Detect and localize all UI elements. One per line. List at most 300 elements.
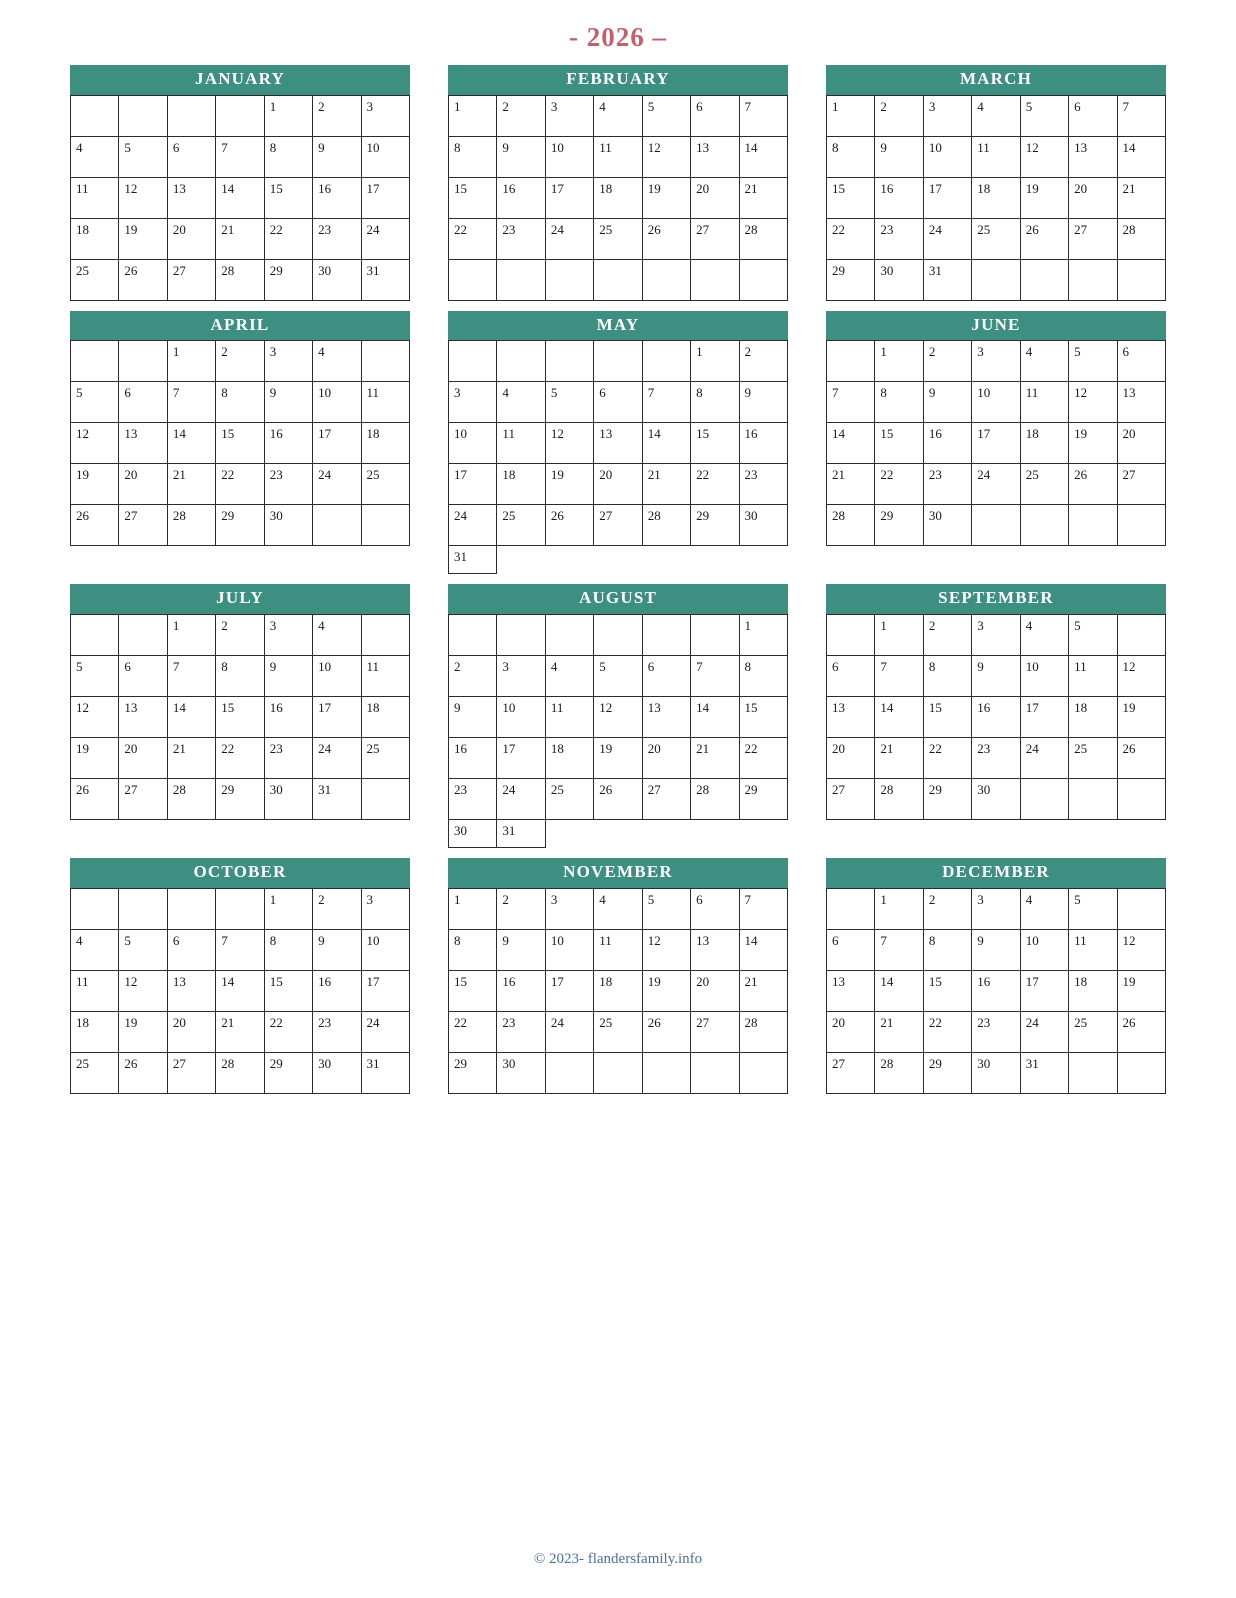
day-cell[interactable]: 9 [449, 697, 497, 738]
day-cell[interactable]: 14 [642, 423, 690, 464]
day-cell[interactable]: 7 [216, 136, 264, 177]
day-cell[interactable]: 5 [1069, 615, 1117, 656]
day-cell[interactable]: 2 [923, 888, 971, 929]
day-cell[interactable]: 21 [739, 177, 787, 218]
day-cell[interactable]: 20 [827, 1011, 875, 1052]
day-cell[interactable]: 6 [167, 136, 215, 177]
day-cell[interactable]: 30 [739, 505, 787, 546]
day-cell[interactable]: 13 [167, 177, 215, 218]
day-cell[interactable]: 24 [1020, 1011, 1068, 1052]
day-cell[interactable]: 13 [167, 970, 215, 1011]
day-cell[interactable]: 13 [691, 136, 739, 177]
day-cell[interactable]: 5 [545, 382, 593, 423]
day-cell[interactable]: 20 [167, 1011, 215, 1052]
day-cell[interactable]: 20 [691, 970, 739, 1011]
day-cell[interactable]: 25 [71, 259, 119, 300]
day-cell[interactable]: 1 [739, 615, 787, 656]
day-cell[interactable]: 9 [313, 136, 361, 177]
day-cell[interactable]: 15 [923, 697, 971, 738]
day-cell[interactable]: 1 [827, 95, 875, 136]
day-cell[interactable]: 30 [497, 1052, 545, 1093]
day-cell[interactable]: 13 [594, 423, 642, 464]
day-cell[interactable]: 25 [545, 779, 593, 820]
day-cell[interactable]: 8 [923, 656, 971, 697]
day-cell[interactable]: 23 [972, 738, 1020, 779]
day-cell[interactable]: 4 [1020, 888, 1068, 929]
day-cell[interactable]: 2 [216, 615, 264, 656]
day-cell[interactable]: 17 [923, 177, 971, 218]
day-cell[interactable]: 16 [449, 738, 497, 779]
day-cell[interactable]: 8 [739, 656, 787, 697]
day-cell[interactable]: 22 [449, 1011, 497, 1052]
day-cell[interactable]: 17 [313, 697, 361, 738]
day-cell[interactable]: 4 [313, 341, 361, 382]
day-cell[interactable]: 15 [264, 177, 312, 218]
day-cell[interactable]: 19 [1020, 177, 1068, 218]
day-cell[interactable]: 14 [691, 697, 739, 738]
day-cell[interactable]: 2 [739, 341, 787, 382]
day-cell[interactable]: 24 [361, 1011, 409, 1052]
day-cell[interactable]: 1 [449, 888, 497, 929]
day-cell[interactable]: 22 [216, 464, 264, 505]
day-cell[interactable]: 29 [923, 1052, 971, 1093]
day-cell[interactable]: 3 [264, 615, 312, 656]
day-cell[interactable]: 11 [497, 423, 545, 464]
day-cell[interactable]: 4 [972, 95, 1020, 136]
day-cell[interactable]: 5 [119, 929, 167, 970]
day-cell[interactable]: 3 [545, 95, 593, 136]
day-cell[interactable]: 22 [264, 1011, 312, 1052]
day-cell[interactable]: 14 [216, 177, 264, 218]
day-cell[interactable]: 30 [264, 779, 312, 820]
day-cell[interactable]: 17 [1020, 697, 1068, 738]
day-cell[interactable]: 21 [875, 1011, 923, 1052]
day-cell[interactable]: 17 [545, 177, 593, 218]
day-cell[interactable]: 20 [167, 218, 215, 259]
day-cell[interactable]: 5 [1069, 888, 1117, 929]
day-cell[interactable]: 21 [827, 464, 875, 505]
day-cell[interactable]: 20 [594, 464, 642, 505]
day-cell[interactable]: 30 [972, 1052, 1020, 1093]
day-cell[interactable]: 30 [264, 505, 312, 546]
day-cell[interactable]: 18 [545, 738, 593, 779]
day-cell[interactable]: 22 [691, 464, 739, 505]
day-cell[interactable]: 6 [119, 656, 167, 697]
day-cell[interactable]: 28 [875, 1052, 923, 1093]
day-cell[interactable]: 12 [642, 929, 690, 970]
day-cell[interactable]: 28 [642, 505, 690, 546]
day-cell[interactable]: 11 [1069, 656, 1117, 697]
day-cell[interactable]: 11 [594, 929, 642, 970]
day-cell[interactable]: 16 [313, 970, 361, 1011]
day-cell[interactable]: 1 [264, 95, 312, 136]
day-cell[interactable]: 28 [691, 779, 739, 820]
day-cell[interactable]: 18 [1069, 697, 1117, 738]
day-cell[interactable]: 18 [71, 218, 119, 259]
day-cell[interactable]: 15 [739, 697, 787, 738]
day-cell[interactable]: 26 [119, 1052, 167, 1093]
day-cell[interactable]: 23 [875, 218, 923, 259]
day-cell[interactable]: 26 [545, 505, 593, 546]
day-cell[interactable]: 9 [923, 382, 971, 423]
day-cell[interactable]: 27 [691, 1011, 739, 1052]
day-cell[interactable]: 13 [119, 697, 167, 738]
day-cell[interactable]: 4 [1020, 341, 1068, 382]
day-cell[interactable]: 3 [972, 341, 1020, 382]
day-cell[interactable]: 4 [1020, 615, 1068, 656]
day-cell[interactable]: 6 [827, 929, 875, 970]
day-cell[interactable]: 14 [167, 697, 215, 738]
day-cell[interactable]: 22 [264, 218, 312, 259]
day-cell[interactable]: 3 [923, 95, 971, 136]
day-cell[interactable]: 15 [449, 177, 497, 218]
day-cell[interactable]: 25 [594, 1011, 642, 1052]
day-cell[interactable]: 28 [875, 779, 923, 820]
day-cell[interactable]: 14 [827, 423, 875, 464]
day-cell[interactable]: 8 [264, 136, 312, 177]
day-cell[interactable]: 25 [972, 218, 1020, 259]
day-cell[interactable]: 7 [1117, 95, 1165, 136]
day-cell[interactable]: 8 [449, 929, 497, 970]
day-cell[interactable]: 16 [264, 423, 312, 464]
day-cell[interactable]: 11 [71, 970, 119, 1011]
day-cell[interactable]: 8 [827, 136, 875, 177]
day-cell[interactable]: 20 [1069, 177, 1117, 218]
day-cell[interactable]: 23 [264, 738, 312, 779]
day-cell[interactable]: 27 [827, 779, 875, 820]
day-cell[interactable]: 18 [361, 697, 409, 738]
day-cell[interactable]: 22 [923, 1011, 971, 1052]
day-cell[interactable]: 20 [119, 738, 167, 779]
day-cell[interactable]: 27 [827, 1052, 875, 1093]
day-cell[interactable]: 5 [1069, 341, 1117, 382]
day-cell[interactable]: 9 [497, 929, 545, 970]
day-cell[interactable]: 12 [71, 423, 119, 464]
day-cell[interactable]: 14 [1117, 136, 1165, 177]
day-cell[interactable]: 1 [875, 888, 923, 929]
day-cell[interactable]: 26 [1117, 738, 1165, 779]
day-cell[interactable]: 7 [691, 656, 739, 697]
day-cell[interactable]: 25 [71, 1052, 119, 1093]
day-cell[interactable]: 13 [642, 697, 690, 738]
day-cell[interactable]: 12 [642, 136, 690, 177]
day-cell[interactable]: 27 [119, 779, 167, 820]
day-cell[interactable]: 12 [1069, 382, 1117, 423]
day-cell[interactable]: 29 [691, 505, 739, 546]
day-cell[interactable]: 16 [264, 697, 312, 738]
day-cell[interactable]: 29 [923, 779, 971, 820]
day-cell[interactable]: 28 [739, 218, 787, 259]
day-cell[interactable]: 28 [739, 1011, 787, 1052]
day-cell[interactable]: 18 [1020, 423, 1068, 464]
day-cell[interactable]: 30 [313, 1052, 361, 1093]
day-cell[interactable]: 24 [449, 505, 497, 546]
day-cell[interactable]: 7 [875, 929, 923, 970]
day-cell[interactable]: 23 [264, 464, 312, 505]
day-cell[interactable]: 23 [313, 1011, 361, 1052]
day-cell[interactable]: 10 [923, 136, 971, 177]
day-cell[interactable]: 19 [545, 464, 593, 505]
day-cell[interactable]: 23 [449, 779, 497, 820]
day-cell[interactable]: 25 [1069, 1011, 1117, 1052]
day-cell[interactable]: 21 [216, 218, 264, 259]
day-cell[interactable]: 29 [216, 505, 264, 546]
day-cell[interactable]: 11 [1020, 382, 1068, 423]
day-cell[interactable]: 14 [167, 423, 215, 464]
day-cell[interactable]: 4 [594, 95, 642, 136]
day-cell[interactable]: 15 [875, 423, 923, 464]
day-cell[interactable]: 20 [691, 177, 739, 218]
day-cell[interactable]: 19 [1117, 697, 1165, 738]
day-cell[interactable]: 5 [642, 888, 690, 929]
day-cell[interactable]: 20 [119, 464, 167, 505]
day-cell[interactable]: 3 [361, 95, 409, 136]
day-cell[interactable]: 12 [1117, 929, 1165, 970]
day-cell[interactable]: 22 [923, 738, 971, 779]
day-cell[interactable]: 8 [216, 382, 264, 423]
day-cell[interactable]: 22 [449, 218, 497, 259]
day-cell[interactable]: 26 [594, 779, 642, 820]
day-cell[interactable]: 7 [167, 382, 215, 423]
day-cell[interactable]: 31 [313, 779, 361, 820]
day-cell[interactable]: 7 [642, 382, 690, 423]
day-cell[interactable]: 19 [119, 218, 167, 259]
day-cell[interactable]: 25 [497, 505, 545, 546]
day-cell[interactable]: 9 [313, 929, 361, 970]
day-cell[interactable]: 17 [545, 970, 593, 1011]
day-cell[interactable]: 8 [264, 929, 312, 970]
day-cell[interactable]: 2 [216, 341, 264, 382]
day-cell[interactable]: 21 [167, 464, 215, 505]
day-cell[interactable]: 9 [875, 136, 923, 177]
day-cell[interactable]: 14 [739, 136, 787, 177]
day-cell[interactable]: 29 [449, 1052, 497, 1093]
day-cell[interactable]: 6 [594, 382, 642, 423]
day-cell[interactable]: 3 [449, 382, 497, 423]
day-cell[interactable]: 24 [972, 464, 1020, 505]
day-cell[interactable]: 2 [923, 615, 971, 656]
day-cell[interactable]: 27 [594, 505, 642, 546]
day-cell[interactable]: 13 [691, 929, 739, 970]
day-cell[interactable]: 1 [167, 615, 215, 656]
day-cell[interactable]: 5 [642, 95, 690, 136]
day-cell[interactable]: 15 [216, 697, 264, 738]
day-cell[interactable]: 8 [923, 929, 971, 970]
day-cell[interactable]: 30 [972, 779, 1020, 820]
day-cell[interactable]: 7 [167, 656, 215, 697]
day-cell[interactable]: 25 [361, 464, 409, 505]
day-cell[interactable]: 30 [875, 259, 923, 300]
day-cell[interactable]: 18 [594, 177, 642, 218]
day-cell[interactable]: 3 [972, 615, 1020, 656]
day-cell[interactable]: 29 [216, 779, 264, 820]
day-cell[interactable]: 29 [739, 779, 787, 820]
day-cell[interactable]: 13 [1069, 136, 1117, 177]
day-cell[interactable]: 28 [827, 505, 875, 546]
day-cell[interactable]: 6 [642, 656, 690, 697]
day-cell[interactable]: 31 [497, 820, 545, 848]
day-cell[interactable]: 21 [642, 464, 690, 505]
day-cell[interactable]: 2 [313, 888, 361, 929]
day-cell[interactable]: 5 [71, 656, 119, 697]
day-cell[interactable]: 16 [972, 697, 1020, 738]
day-cell[interactable]: 24 [545, 218, 593, 259]
day-cell[interactable]: 11 [71, 177, 119, 218]
day-cell[interactable]: 20 [1117, 423, 1165, 464]
day-cell[interactable]: 26 [119, 259, 167, 300]
day-cell[interactable]: 1 [875, 615, 923, 656]
day-cell[interactable]: 26 [1117, 1011, 1165, 1052]
day-cell[interactable]: 27 [691, 218, 739, 259]
day-cell[interactable]: 10 [449, 423, 497, 464]
day-cell[interactable]: 31 [361, 259, 409, 300]
day-cell[interactable]: 18 [361, 423, 409, 464]
day-cell[interactable]: 15 [827, 177, 875, 218]
day-cell[interactable]: 19 [119, 1011, 167, 1052]
day-cell[interactable]: 21 [739, 970, 787, 1011]
day-cell[interactable]: 7 [875, 656, 923, 697]
day-cell[interactable]: 21 [875, 738, 923, 779]
day-cell[interactable]: 31 [449, 546, 497, 574]
day-cell[interactable]: 18 [71, 1011, 119, 1052]
day-cell[interactable]: 13 [827, 970, 875, 1011]
day-cell[interactable]: 10 [313, 656, 361, 697]
day-cell[interactable]: 21 [216, 1011, 264, 1052]
day-cell[interactable]: 30 [923, 505, 971, 546]
day-cell[interactable]: 19 [1117, 970, 1165, 1011]
day-cell[interactable]: 15 [691, 423, 739, 464]
day-cell[interactable]: 15 [923, 970, 971, 1011]
day-cell[interactable]: 17 [1020, 970, 1068, 1011]
day-cell[interactable]: 23 [739, 464, 787, 505]
day-cell[interactable]: 22 [875, 464, 923, 505]
day-cell[interactable]: 27 [1117, 464, 1165, 505]
day-cell[interactable]: 26 [1069, 464, 1117, 505]
day-cell[interactable]: 31 [361, 1052, 409, 1093]
day-cell[interactable]: 10 [545, 136, 593, 177]
day-cell[interactable]: 25 [594, 218, 642, 259]
day-cell[interactable]: 14 [875, 697, 923, 738]
day-cell[interactable]: 17 [313, 423, 361, 464]
day-cell[interactable]: 25 [1069, 738, 1117, 779]
day-cell[interactable]: 23 [497, 1011, 545, 1052]
day-cell[interactable]: 6 [1117, 341, 1165, 382]
day-cell[interactable]: 5 [119, 136, 167, 177]
day-cell[interactable]: 9 [497, 136, 545, 177]
day-cell[interactable]: 22 [739, 738, 787, 779]
day-cell[interactable]: 21 [1117, 177, 1165, 218]
day-cell[interactable]: 1 [264, 888, 312, 929]
day-cell[interactable]: 26 [71, 779, 119, 820]
day-cell[interactable]: 9 [264, 382, 312, 423]
day-cell[interactable]: 1 [691, 341, 739, 382]
day-cell[interactable]: 2 [497, 888, 545, 929]
day-cell[interactable]: 16 [875, 177, 923, 218]
day-cell[interactable]: 27 [167, 259, 215, 300]
day-cell[interactable]: 3 [361, 888, 409, 929]
day-cell[interactable]: 30 [449, 820, 497, 848]
day-cell[interactable]: 9 [972, 656, 1020, 697]
day-cell[interactable]: 15 [264, 970, 312, 1011]
day-cell[interactable]: 11 [361, 382, 409, 423]
day-cell[interactable]: 29 [264, 259, 312, 300]
day-cell[interactable]: 17 [972, 423, 1020, 464]
day-cell[interactable]: 5 [71, 382, 119, 423]
day-cell[interactable]: 16 [739, 423, 787, 464]
day-cell[interactable]: 6 [691, 95, 739, 136]
day-cell[interactable]: 10 [361, 136, 409, 177]
day-cell[interactable]: 4 [545, 656, 593, 697]
day-cell[interactable]: 2 [449, 656, 497, 697]
day-cell[interactable]: 1 [875, 341, 923, 382]
day-cell[interactable]: 11 [594, 136, 642, 177]
day-cell[interactable]: 24 [313, 464, 361, 505]
day-cell[interactable]: 17 [361, 177, 409, 218]
day-cell[interactable]: 26 [642, 218, 690, 259]
day-cell[interactable]: 27 [642, 779, 690, 820]
day-cell[interactable]: 3 [497, 656, 545, 697]
day-cell[interactable]: 18 [1069, 970, 1117, 1011]
day-cell[interactable]: 25 [1020, 464, 1068, 505]
day-cell[interactable]: 1 [167, 341, 215, 382]
day-cell[interactable]: 2 [313, 95, 361, 136]
day-cell[interactable]: 22 [216, 738, 264, 779]
day-cell[interactable]: 10 [972, 382, 1020, 423]
day-cell[interactable]: 4 [71, 929, 119, 970]
day-cell[interactable]: 19 [594, 738, 642, 779]
day-cell[interactable]: 13 [827, 697, 875, 738]
day-cell[interactable]: 16 [923, 423, 971, 464]
day-cell[interactable]: 16 [497, 177, 545, 218]
day-cell[interactable]: 9 [739, 382, 787, 423]
day-cell[interactable]: 4 [497, 382, 545, 423]
day-cell[interactable]: 10 [1020, 656, 1068, 697]
day-cell[interactable]: 14 [739, 929, 787, 970]
day-cell[interactable]: 8 [216, 656, 264, 697]
day-cell[interactable]: 12 [119, 970, 167, 1011]
day-cell[interactable]: 7 [739, 888, 787, 929]
day-cell[interactable]: 10 [361, 929, 409, 970]
day-cell[interactable]: 28 [216, 1052, 264, 1093]
day-cell[interactable]: 12 [545, 423, 593, 464]
day-cell[interactable]: 7 [739, 95, 787, 136]
day-cell[interactable]: 6 [167, 929, 215, 970]
day-cell[interactable]: 12 [71, 697, 119, 738]
day-cell[interactable]: 8 [449, 136, 497, 177]
day-cell[interactable]: 28 [167, 505, 215, 546]
day-cell[interactable]: 8 [875, 382, 923, 423]
day-cell[interactable]: 17 [361, 970, 409, 1011]
day-cell[interactable]: 12 [119, 177, 167, 218]
day-cell[interactable]: 23 [313, 218, 361, 259]
day-cell[interactable]: 19 [642, 970, 690, 1011]
day-cell[interactable]: 7 [216, 929, 264, 970]
day-cell[interactable]: 15 [216, 423, 264, 464]
day-cell[interactable]: 21 [167, 738, 215, 779]
day-cell[interactable]: 10 [497, 697, 545, 738]
day-cell[interactable]: 17 [449, 464, 497, 505]
day-cell[interactable]: 4 [594, 888, 642, 929]
day-cell[interactable]: 31 [1020, 1052, 1068, 1093]
day-cell[interactable]: 6 [827, 656, 875, 697]
day-cell[interactable]: 2 [497, 95, 545, 136]
day-cell[interactable]: 19 [71, 738, 119, 779]
day-cell[interactable]: 10 [313, 382, 361, 423]
day-cell[interactable]: 16 [972, 970, 1020, 1011]
day-cell[interactable]: 5 [594, 656, 642, 697]
day-cell[interactable]: 18 [497, 464, 545, 505]
day-cell[interactable]: 12 [594, 697, 642, 738]
